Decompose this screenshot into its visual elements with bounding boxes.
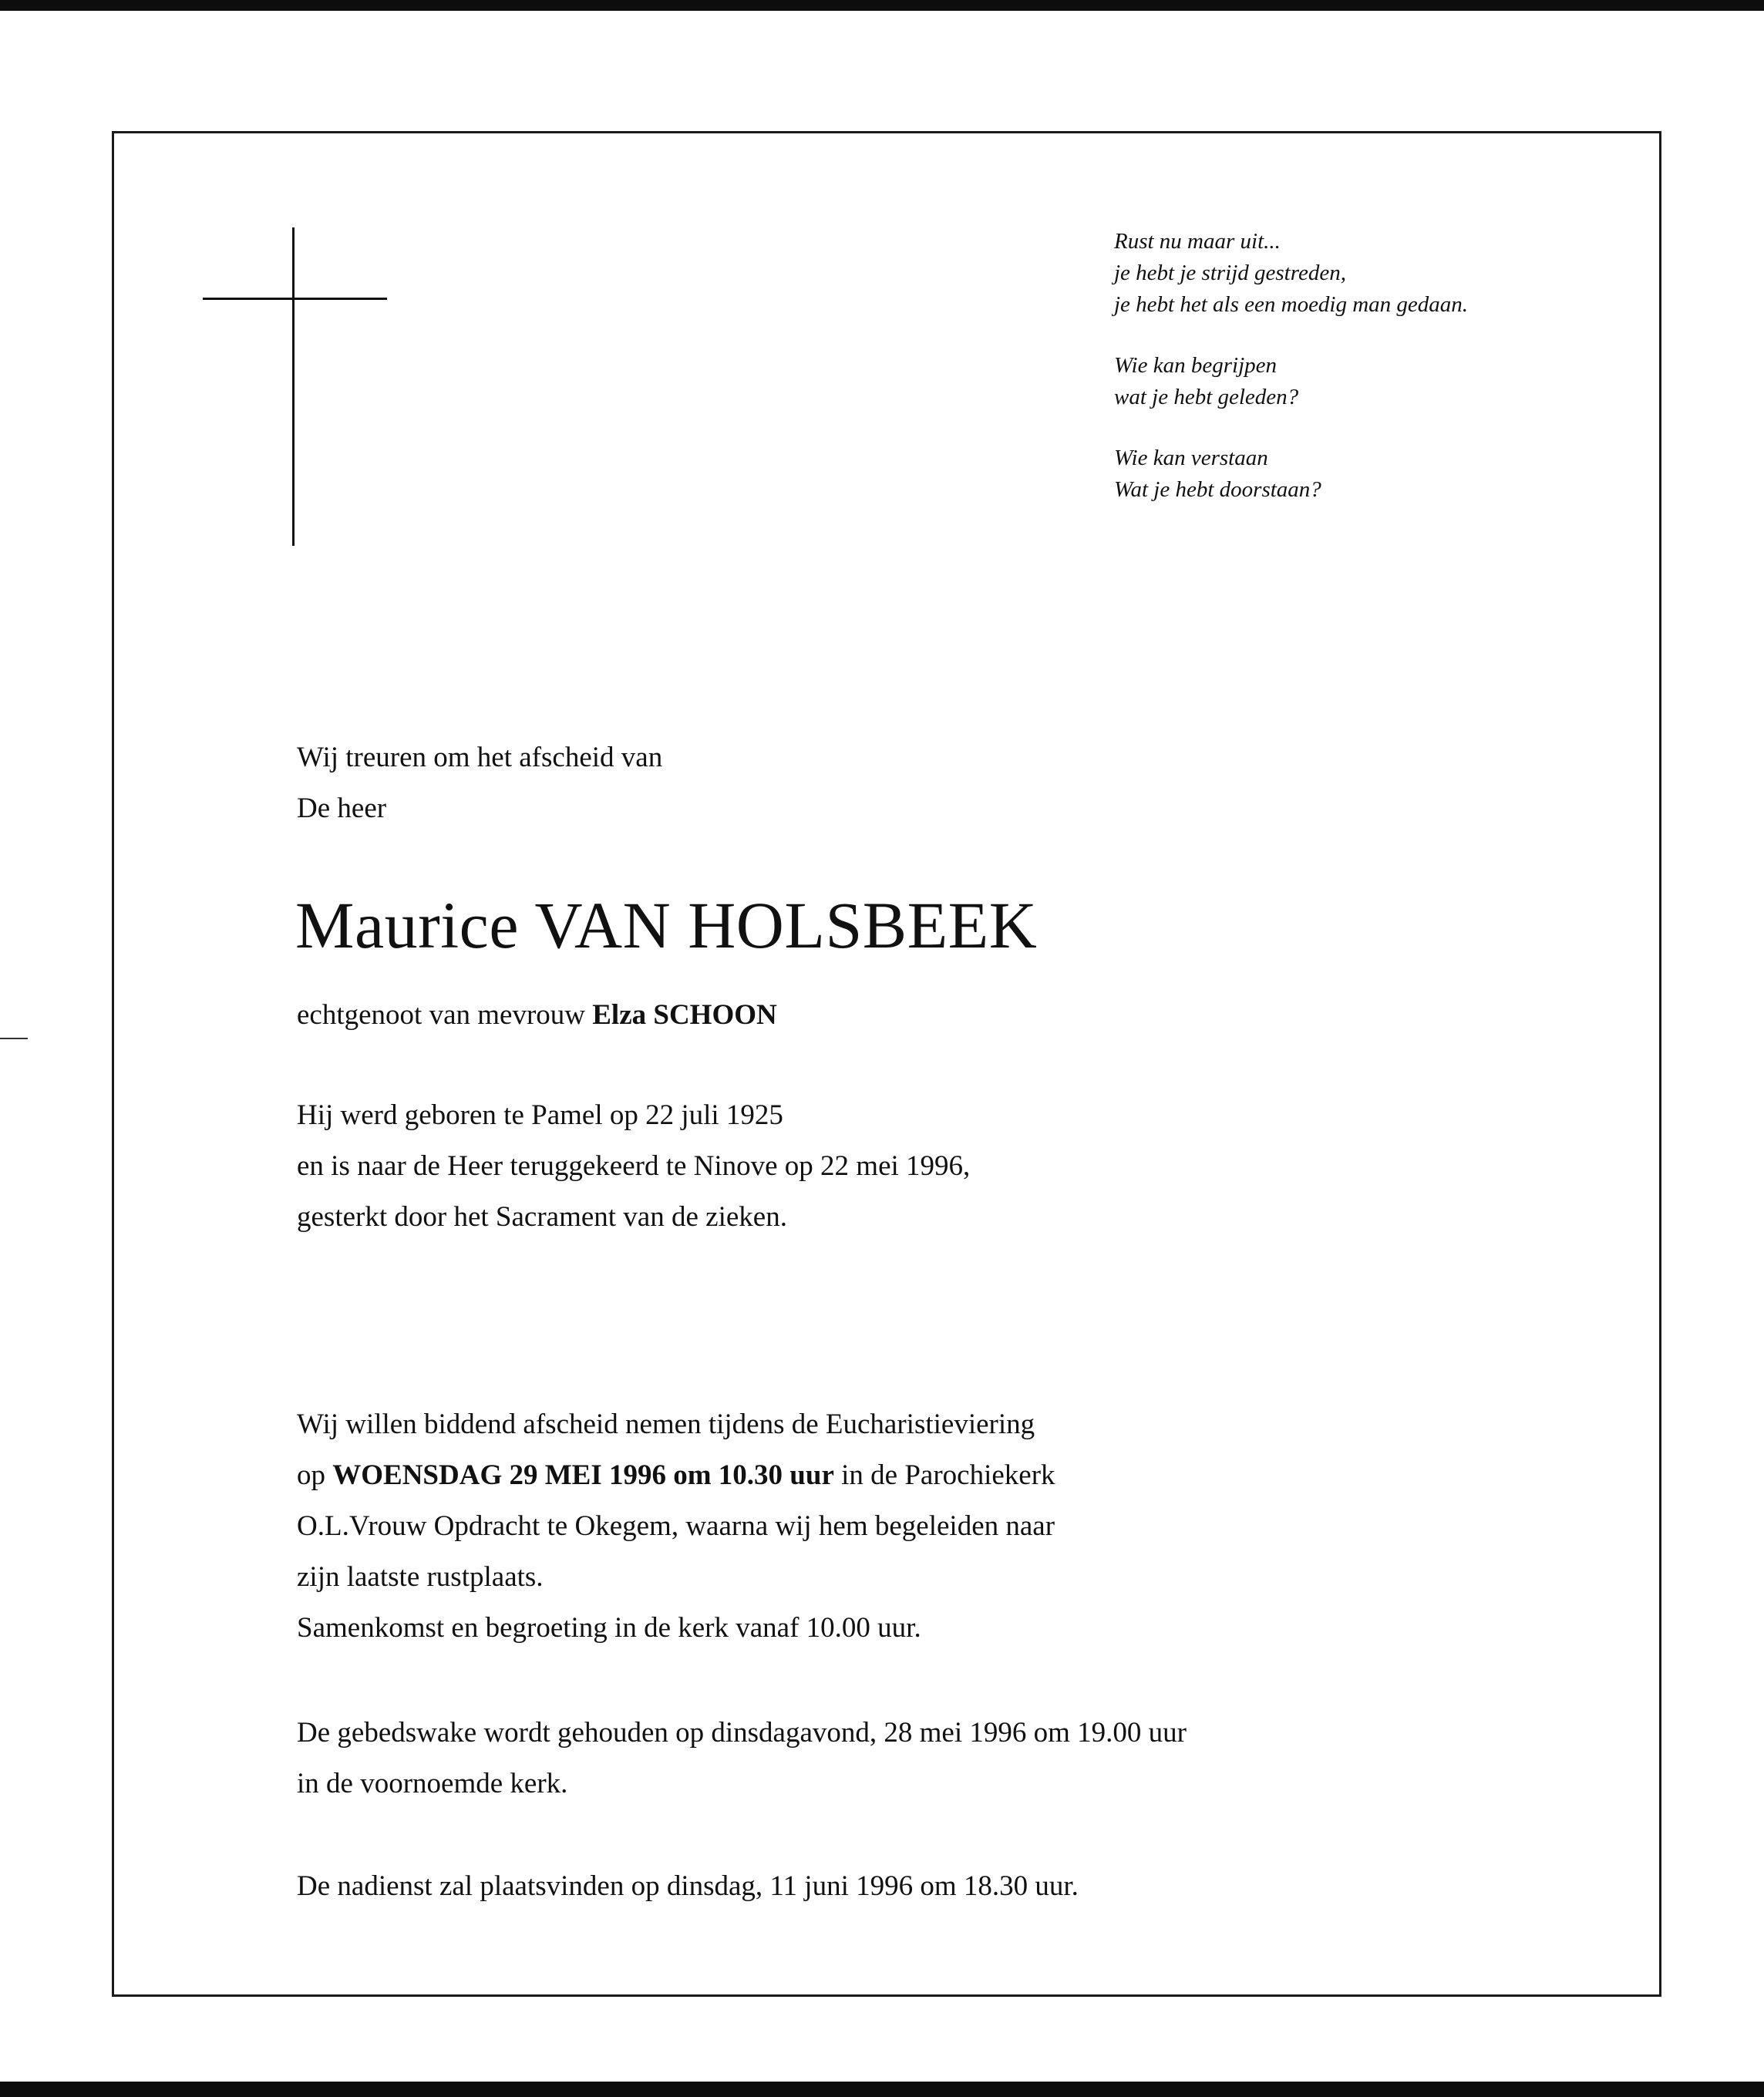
spouse-prefix: echtgenoot van mevrouw [297, 999, 593, 1031]
service-line: Wij willen biddend afscheid nemen tijdens de Eucharistieviering [297, 1409, 1035, 1440]
service-line: O.L.Vrouw Opdracht te Okegem, waarna wij hem begeleiden naar [297, 1510, 1055, 1542]
service-suffix: in de Parochiekerk [833, 1459, 1055, 1491]
scan-bottom-border [0, 2082, 1764, 2097]
service-line: zijn laatste rustplaats. [297, 1561, 544, 1593]
poem-line: Rust nu maar uit... [1114, 229, 1281, 254]
service-line [297, 1450, 1055, 1501]
spouse-line [297, 990, 777, 1041]
poem-line: je hebt je strijd gestreden, [1114, 261, 1346, 285]
memorial-service [297, 1861, 1079, 1912]
intro-line: Wij treuren om het afscheid van [297, 742, 663, 773]
wake-line: in de voornoemde kerk. [297, 1768, 568, 1799]
wake-line: De gebedswake wordt gehouden op dinsdagavond, 28 mei 1996 om 19.00 uur [297, 1717, 1187, 1749]
poem-line: Wie kan verstaan [1114, 446, 1268, 470]
poem-stanza-3 [1114, 443, 1468, 506]
poem-line: je hebt het als een moedig man gedaan. [1114, 292, 1469, 317]
poem-stanza-1 [1114, 226, 1468, 321]
life-line: en is naar de Heer teruggekeerd te Ninove op 22 mei 1996, [297, 1150, 971, 1182]
scan-margin-mark [0, 1038, 28, 1039]
service-date: WOENSDAG 29 MEI 1996 om 10.30 uur [332, 1459, 834, 1491]
spouse-text [297, 990, 777, 1041]
service-line: Samenkomst en begroeting in de kerk vanaf 10.00 uur. [297, 1612, 921, 1644]
funeral-service [297, 1399, 1055, 1654]
poem-line: wat je hebt geleden? [1114, 385, 1299, 409]
poem-stanza-2 [1114, 350, 1468, 413]
memorial-line: De nadienst zal plaatsvinden op dinsdag, 11 juni 1996 om 18.30 uur. [297, 1870, 1079, 1902]
cross-icon-vertical [292, 227, 295, 546]
intro [297, 732, 662, 834]
service-prefix: op [297, 1459, 333, 1491]
intro-line: De heer [297, 793, 387, 824]
life-line: Hij werd geboren te Pamel op 22 juli 1925 [297, 1099, 783, 1131]
scan-top-border [0, 0, 1764, 11]
cross-icon-horizontal [203, 298, 387, 300]
life-line: gesterkt door het Sacrament van de zieken. [297, 1201, 787, 1233]
deceased-name: Maurice VAN HOLSBEEK [295, 888, 1038, 962]
poem [1114, 226, 1468, 535]
poem-line: Wie kan begrijpen [1114, 353, 1278, 378]
spouse-name: Elza SCHOON [592, 999, 777, 1031]
life-details [297, 1090, 970, 1243]
poem-line: Wat je hebt doorstaan? [1114, 477, 1321, 502]
prayer-wake [297, 1708, 1187, 1809]
